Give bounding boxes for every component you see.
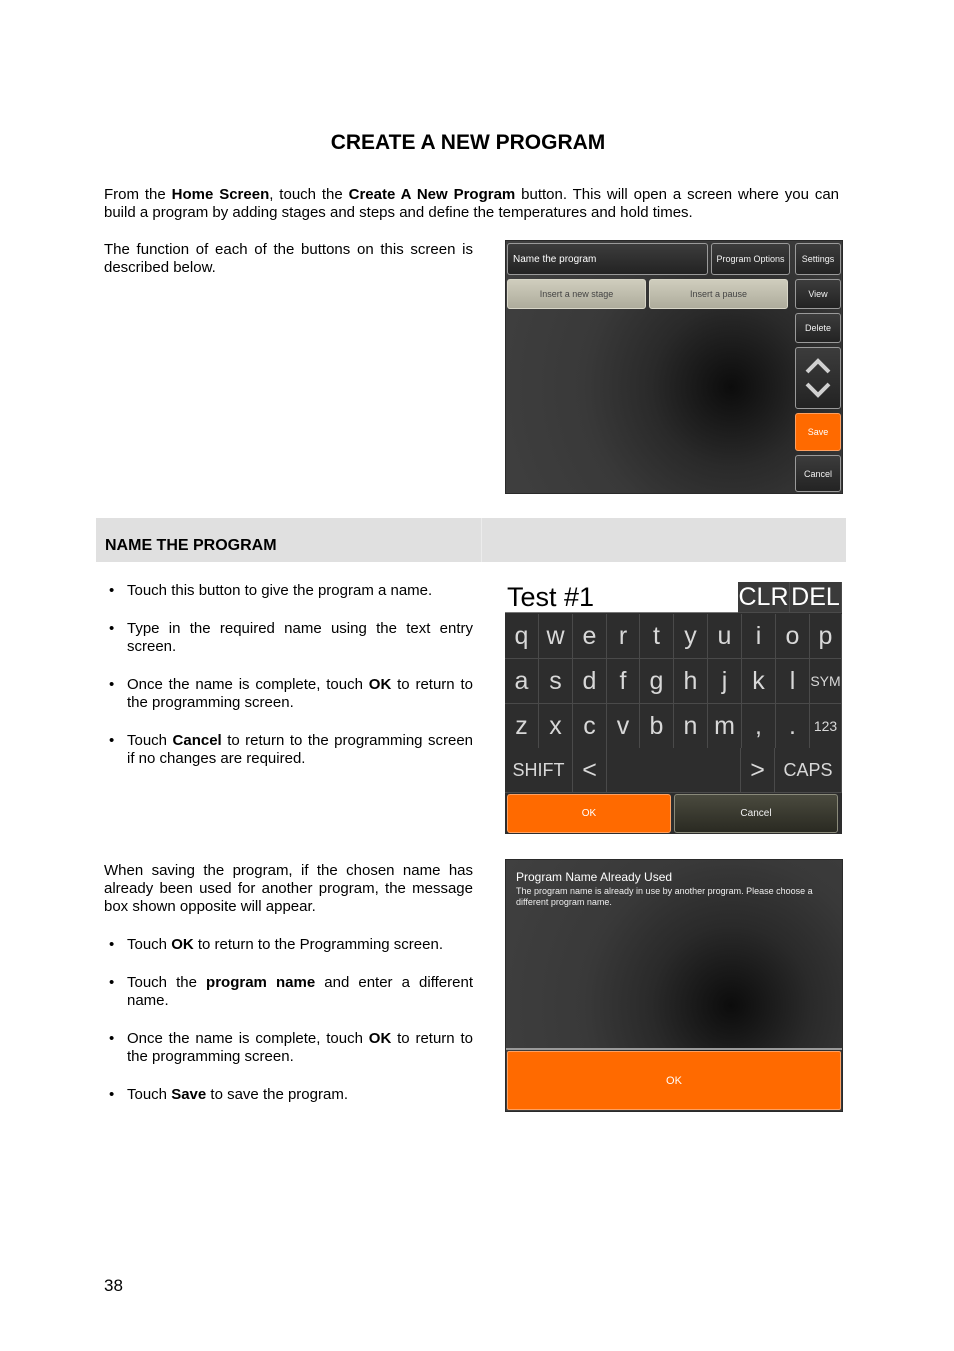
program-screen <box>505 240 843 494</box>
key-s[interactable]: s <box>539 659 573 704</box>
program-name-term: program name <box>206 974 316 991</box>
key-z[interactable]: z <box>505 704 539 749</box>
key-g[interactable]: g <box>640 659 674 704</box>
ok-button[interactable]: OK <box>507 794 671 833</box>
key-q[interactable]: q <box>505 614 539 659</box>
intro-paragraph <box>104 186 839 222</box>
key-h[interactable]: h <box>674 659 708 704</box>
right-arrow-key[interactable]: > <box>741 748 775 793</box>
dialog-message: The program name is already in use by another program. Please choose a different program name. <box>516 886 813 907</box>
ok-term: OK <box>368 676 392 693</box>
bullet-text: to save the program. <box>206 1086 348 1103</box>
key-f[interactable]: f <box>607 659 640 704</box>
ok-button[interactable]: OK <box>507 1051 841 1110</box>
key-v[interactable]: v <box>607 704 640 749</box>
key-e[interactable]: e <box>573 614 607 659</box>
section-divider <box>481 518 482 562</box>
name-program-instructions <box>104 582 473 788</box>
section-title: NAME THE PROGRAM <box>105 537 277 554</box>
chevron-down-icon[interactable] <box>805 382 831 398</box>
function-description: The function of each of the buttons on this screen is described below. <box>104 241 473 276</box>
intro-text: button. This will open a screen where you can build a program by adding stages and steps and define the temperatures and hold times. <box>104 186 840 221</box>
save-button[interactable]: Save <box>795 413 841 451</box>
section-header <box>96 518 846 562</box>
insert-stage-button[interactable]: Insert a new stage <box>507 279 646 309</box>
save-term: Save <box>171 1086 207 1103</box>
key-i[interactable]: i <box>742 614 776 659</box>
scroll-buttons[interactable] <box>795 347 841 409</box>
bullet-item <box>104 1086 473 1104</box>
clr-key[interactable]: CLR <box>738 582 790 613</box>
key-k[interactable]: k <box>742 659 776 704</box>
bullet-item <box>104 1030 473 1066</box>
bullet-text: Touch this button to give the program a name. <box>127 582 433 599</box>
bullet-text: Touch <box>127 1086 172 1103</box>
insert-pause-button[interactable]: Insert a pause <box>649 279 788 309</box>
page-number: 38 <box>104 1276 123 1295</box>
ok-term: OK <box>171 936 194 953</box>
create-program-term: Create A New Program <box>348 186 516 203</box>
bullet-text: Once the name is complete, touch <box>127 1030 369 1047</box>
key-r[interactable]: r <box>607 614 640 659</box>
intro-text: From the <box>104 186 172 203</box>
name-program-button[interactable]: Name the program <box>507 243 708 275</box>
saving-paragraph: When saving the program, if the chosen name has already been used for another program, the message box shown opposite will appear. <box>104 862 473 915</box>
bullet-text: and enter a different name. <box>127 974 473 1009</box>
bullet-text: Touch <box>127 732 173 749</box>
key-t[interactable]: t <box>640 614 674 659</box>
cancel-button[interactable]: Cancel <box>674 794 838 833</box>
bullet-text: Type in the required name using the text entry screen. <box>127 620 473 655</box>
view-button[interactable]: View <box>795 279 841 309</box>
key-d[interactable]: d <box>573 659 607 704</box>
bullet-item <box>104 620 473 656</box>
saving-instructions <box>104 936 473 1124</box>
bullet-item <box>104 732 473 768</box>
chevron-up-icon[interactable] <box>805 358 831 374</box>
space-key[interactable] <box>607 748 741 793</box>
key-sym[interactable]: SYM <box>810 659 842 704</box>
bullet-item <box>104 974 473 1010</box>
intro-text: , touch the <box>269 186 349 203</box>
key-b[interactable]: b <box>640 704 674 749</box>
cancel-button[interactable]: Cancel <box>795 455 841 492</box>
key-w[interactable]: w <box>539 614 573 659</box>
text-entry-keyboard <box>505 582 842 834</box>
key-p[interactable]: p <box>810 614 842 659</box>
page-title: CREATE A NEW PROGRAM <box>330 131 606 154</box>
bullet-item <box>104 582 473 600</box>
bullet-text: Once the name is complete, touch <box>127 676 369 693</box>
key-o[interactable]: o <box>776 614 810 659</box>
key-c[interactable]: c <box>573 704 607 749</box>
key-x[interactable]: x <box>539 704 573 749</box>
program-options-button[interactable]: Program Options <box>711 243 790 275</box>
key-comma[interactable]: , <box>742 704 776 749</box>
program-name-field[interactable]: Test #1 <box>505 582 738 613</box>
key-j[interactable]: j <box>708 659 742 704</box>
del-key[interactable]: DEL <box>790 582 842 613</box>
bullet-text: Touch the <box>127 974 207 991</box>
key-u[interactable]: u <box>708 614 742 659</box>
left-arrow-key[interactable]: < <box>573 748 607 793</box>
bullet-item <box>104 676 473 712</box>
dialog-title: Program Name Already Used <box>516 870 673 884</box>
bullet-text: Touch <box>127 936 172 953</box>
key-123[interactable]: 123 <box>810 704 842 749</box>
caps-key[interactable]: CAPS <box>775 748 842 793</box>
key-period[interactable]: . <box>776 704 810 749</box>
bullet-text: to return to the programming screen if no changes are required. <box>127 732 474 767</box>
home-screen-term: Home Screen <box>171 186 270 203</box>
shift-key[interactable]: SHIFT <box>505 748 573 793</box>
key-m[interactable]: m <box>708 704 742 749</box>
bullet-text: to return to the Programming screen. <box>193 936 443 953</box>
key-n[interactable]: n <box>674 704 708 749</box>
bullet-text: to return to the programming screen. <box>127 676 473 711</box>
ok-term: OK <box>368 1030 392 1047</box>
settings-button[interactable]: Settings <box>795 243 841 275</box>
dialog-separator <box>506 1048 842 1050</box>
delete-button[interactable]: Delete <box>795 313 841 343</box>
cancel-term: Cancel <box>172 732 222 749</box>
name-used-dialog <box>505 859 843 1112</box>
bullet-item <box>104 936 473 954</box>
bullet-text: to return to the programming screen. <box>127 1030 473 1065</box>
key-l[interactable]: l <box>776 659 810 704</box>
key-y[interactable]: y <box>674 614 708 659</box>
key-a[interactable]: a <box>505 659 539 704</box>
